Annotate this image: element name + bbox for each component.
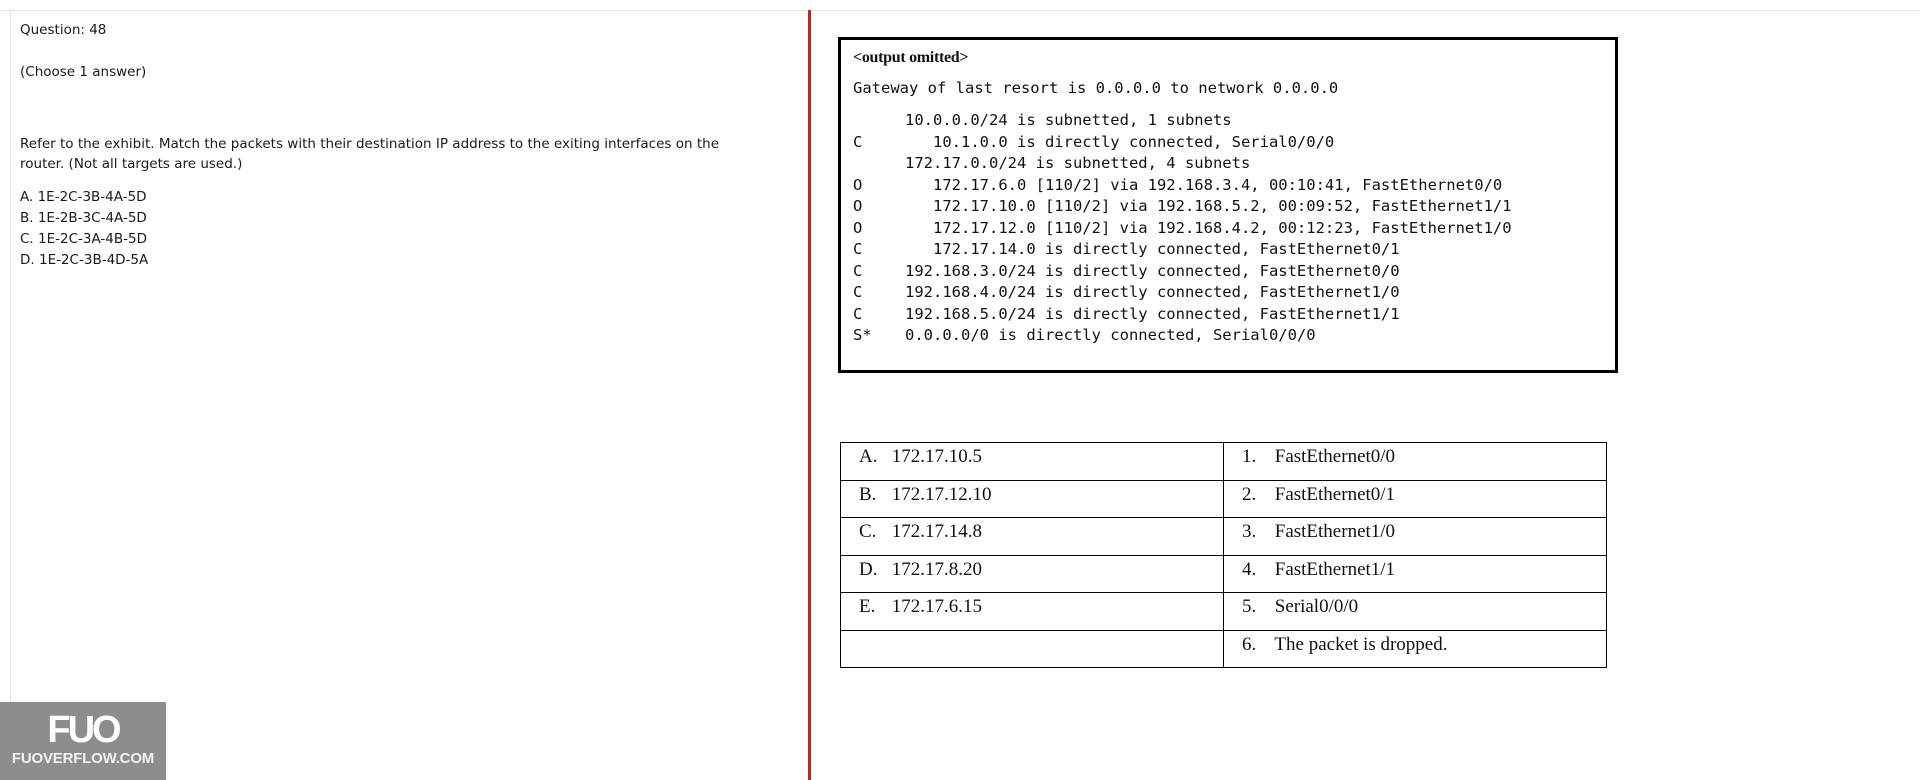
route-text: 0.0.0.0/0 is directly connected, Serial0/0/0 bbox=[905, 326, 1316, 344]
route-entry bbox=[853, 304, 1603, 326]
destination-ip: 172.17.14.8 bbox=[891, 521, 982, 542]
logo-letters: FUO bbox=[47, 709, 119, 748]
route-text: 172.17.10.0 [110/2] via 192.168.5.2, 00:09:52, FastEthernet1/1 bbox=[905, 197, 1512, 215]
route-entry bbox=[853, 175, 1603, 197]
destination-cell bbox=[841, 443, 1224, 481]
answer-option-c[interactable]: C. 1E-2C-3A-4B-5D bbox=[20, 231, 147, 247]
destination-key: B. bbox=[859, 483, 877, 505]
route-text: 172.17.12.0 [110/2] via 192.168.4.2, 00:12:23, FastEthernet1/0 bbox=[905, 218, 1512, 237]
destination-cell bbox=[841, 593, 1224, 631]
destination-key: C. bbox=[859, 521, 877, 542]
route-text: 172.17.14.0 is directly connected, FastEthernet0/1 bbox=[905, 240, 1400, 258]
destination-ip: 172.17.6.15 bbox=[891, 596, 982, 617]
route-code: O bbox=[853, 218, 863, 237]
route-text: 10.0.0.0/24 is subnetted, 1 subnets bbox=[905, 111, 1232, 129]
interface-cell bbox=[1224, 443, 1607, 481]
answer-option-d[interactable]: D. 1E-2C-3B-4D-5A bbox=[20, 252, 149, 268]
question-prompt: Refer to the exhibit. Match the packets with their destination IP address to the exiting interfaces on the router. (Not all targets are used.) bbox=[20, 136, 719, 172]
destination-cell bbox=[841, 480, 1224, 518]
interface-cell bbox=[1224, 630, 1607, 668]
route-entry bbox=[853, 196, 1603, 218]
destination-ip: 172.17.12.10 bbox=[891, 483, 992, 505]
route-code: O bbox=[853, 175, 863, 194]
destination-key: E. bbox=[859, 596, 876, 617]
interface-key: 4. bbox=[1242, 558, 1257, 580]
interface-key: 1. bbox=[1242, 446, 1257, 467]
route-entry bbox=[853, 218, 1603, 240]
destination-cell bbox=[841, 630, 1224, 668]
interface-cell bbox=[1224, 593, 1607, 631]
route-entry bbox=[853, 239, 1603, 261]
exhibit-omitted-label: <output omitted> bbox=[853, 49, 969, 66]
route-text: 10.1.0.0 is directly connected, Serial0/0/0 bbox=[905, 132, 1335, 151]
routing-table-exhibit bbox=[838, 37, 1618, 373]
answer-option-b[interactable]: B. 1E-2B-3C-4A-5D bbox=[20, 210, 147, 226]
route-code: C bbox=[853, 132, 863, 151]
destination-cell bbox=[841, 555, 1224, 593]
interface-cell bbox=[1224, 518, 1607, 556]
route-entry bbox=[853, 282, 1603, 304]
interface-cell bbox=[1224, 555, 1607, 593]
left-border bbox=[10, 10, 11, 780]
watermark-brand: FUOVERFLOW.COM bbox=[11, 750, 155, 767]
table-row bbox=[841, 443, 1607, 481]
interface-name: Serial0/0/0 bbox=[1274, 596, 1359, 617]
answer-option-a[interactable]: A. 1E-2C-3B-4A-5D bbox=[20, 189, 147, 205]
route-entry bbox=[853, 153, 1603, 175]
route-code: S* bbox=[853, 326, 872, 344]
interface-key: 6. bbox=[1242, 633, 1257, 655]
route-text: 172.17.6.0 [110/2] via 192.168.3.4, 00:10:41, FastEthernet0/0 bbox=[905, 175, 1503, 194]
table-row bbox=[841, 518, 1607, 556]
destination-ip: 172.17.10.5 bbox=[891, 446, 982, 467]
destination-cell bbox=[841, 518, 1224, 556]
question-title: Question: 48 bbox=[20, 22, 107, 38]
interface-key: 3. bbox=[1242, 521, 1257, 542]
route-code: C bbox=[853, 240, 863, 258]
question-pane bbox=[20, 20, 740, 271]
destination-key: D. bbox=[859, 558, 878, 580]
fuo-logo-icon bbox=[43, 708, 123, 748]
interface-name: FastEthernet0/0 bbox=[1274, 446, 1396, 467]
table-row bbox=[841, 593, 1607, 631]
fuoverflow-watermark[interactable] bbox=[0, 702, 166, 780]
table-row bbox=[841, 555, 1607, 593]
route-text: 192.168.3.0/24 is directly connected, FastEthernet0/0 bbox=[905, 261, 1400, 280]
question-instruction: (Choose 1 answer) bbox=[20, 64, 147, 80]
route-entry bbox=[853, 132, 1603, 154]
exhibit-gateway-line: Gateway of last resort is 0.0.0.0 to network 0.0.0.0 bbox=[853, 79, 1339, 97]
route-code: C bbox=[853, 283, 863, 301]
route-text: 192.168.4.0/24 is directly connected, FastEthernet1/0 bbox=[905, 283, 1400, 301]
route-entry bbox=[853, 325, 1603, 347]
destination-ip: 172.17.8.20 bbox=[891, 558, 982, 580]
table-row bbox=[841, 480, 1607, 518]
route-code: C bbox=[853, 261, 863, 280]
interface-name: FastEthernet1/1 bbox=[1274, 558, 1396, 580]
destination-key: A. bbox=[859, 446, 878, 467]
pane-divider bbox=[808, 10, 811, 780]
route-text: 172.17.0.0/24 is subnetted, 4 subnets bbox=[905, 154, 1251, 172]
top-border bbox=[0, 10, 1920, 11]
matching-table bbox=[840, 442, 1607, 668]
route-entry bbox=[853, 110, 1603, 132]
interface-name: FastEthernet0/1 bbox=[1274, 483, 1396, 505]
route-code: C bbox=[853, 304, 863, 323]
route-code: O bbox=[853, 197, 863, 215]
route-entry bbox=[853, 261, 1603, 283]
interface-name: FastEthernet1/0 bbox=[1274, 521, 1396, 542]
route-text: 192.168.5.0/24 is directly connected, FastEthernet1/1 bbox=[905, 304, 1400, 323]
interface-cell bbox=[1224, 480, 1607, 518]
table-row bbox=[841, 630, 1607, 668]
interface-key: 2. bbox=[1242, 483, 1257, 505]
interface-name: The packet is dropped. bbox=[1274, 633, 1448, 655]
interface-key: 5. bbox=[1242, 596, 1257, 617]
